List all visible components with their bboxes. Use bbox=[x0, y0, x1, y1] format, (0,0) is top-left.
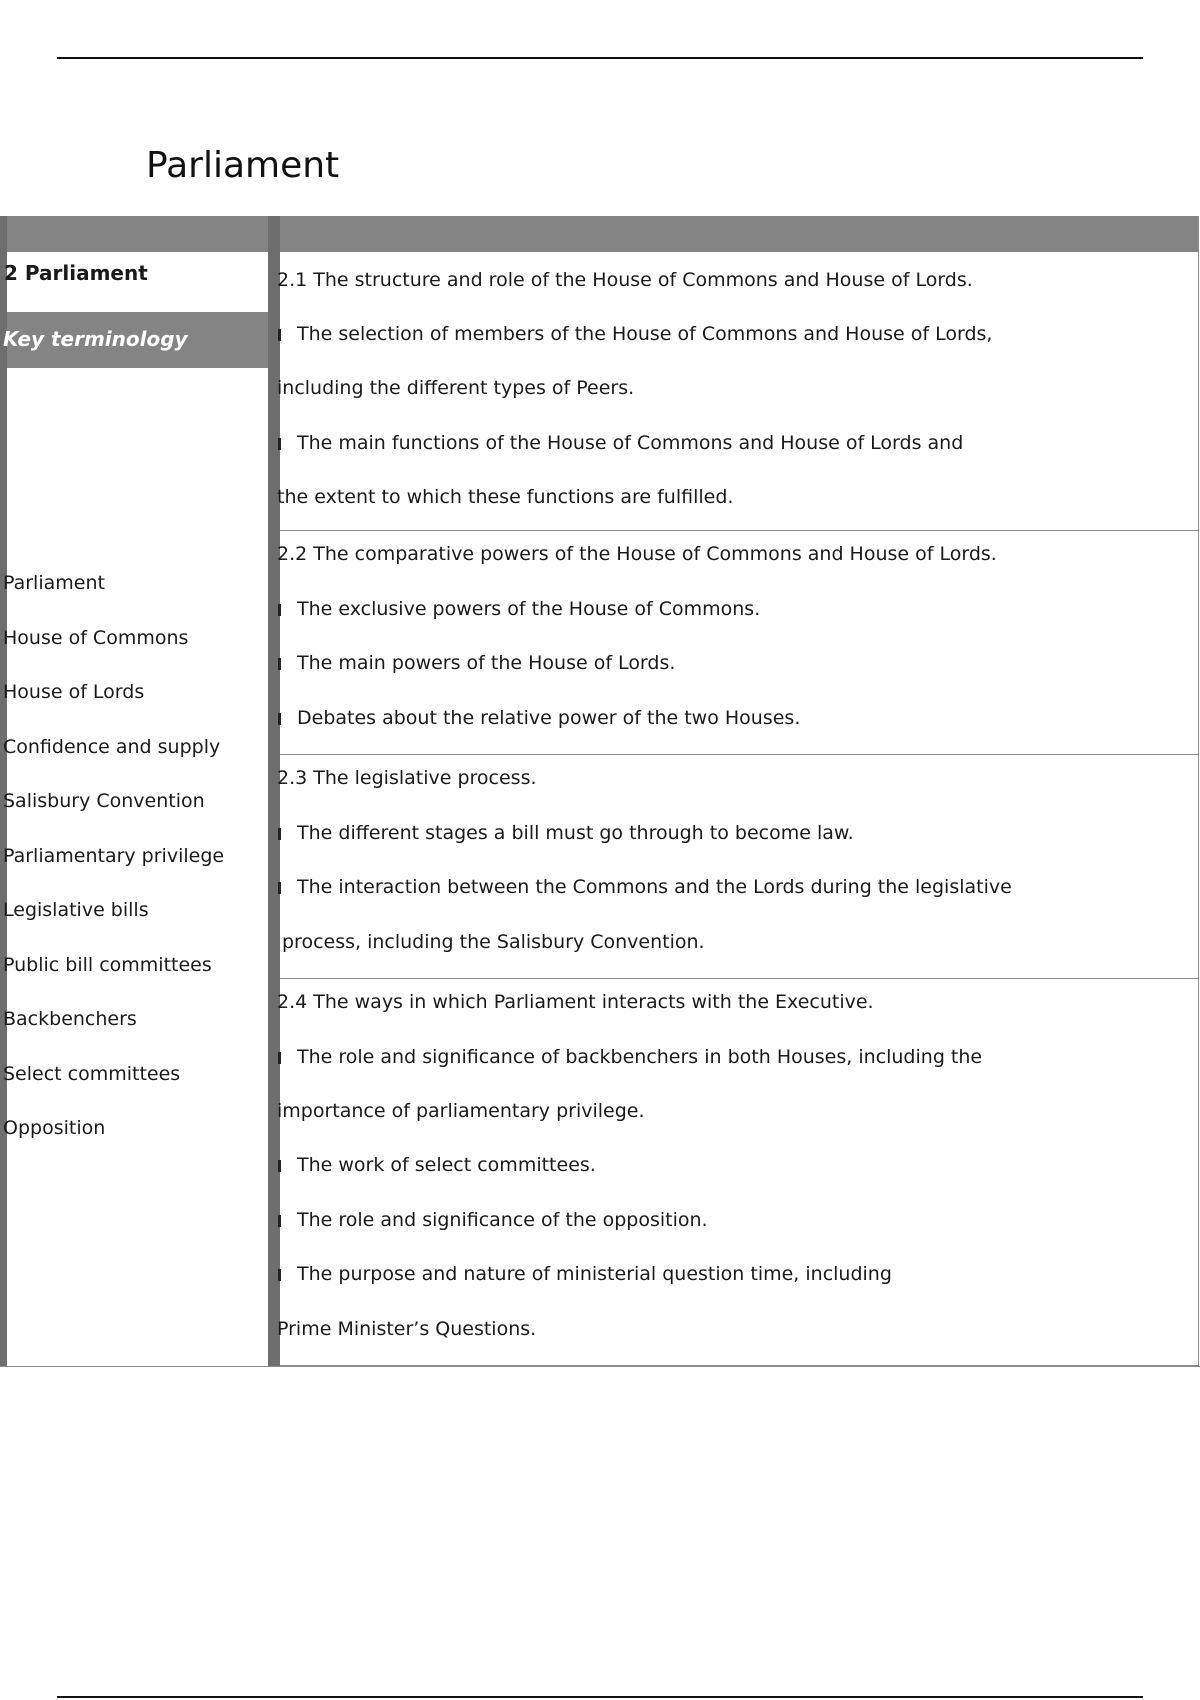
key-terminology-band bbox=[3, 312, 268, 368]
bullet-icon bbox=[278, 882, 281, 894]
bullet-icon bbox=[278, 1052, 281, 1064]
bullet-line: The role and significance of the opposition. bbox=[278, 1209, 708, 1231]
bullet-icon bbox=[278, 438, 281, 450]
bullet-line: Debates about the relative power of the two Houses. bbox=[278, 707, 800, 729]
section-heading-2-1: 2.1 The structure and role of the House of Commons and House of Lords. bbox=[277, 269, 973, 291]
term-item: Backbenchers bbox=[3, 1008, 137, 1030]
bullet-icon bbox=[278, 1160, 281, 1172]
bullet-line: The role and significance of backbenchers in both Houses, including the bbox=[278, 1046, 982, 1068]
section-block-2-2 bbox=[277, 531, 1198, 755]
bullet-line: The exclusive powers of the House of Commons. bbox=[278, 598, 760, 620]
term-item: Legislative bills bbox=[3, 899, 149, 921]
term-item: Salisbury Convention bbox=[3, 790, 205, 812]
bullet-icon bbox=[278, 1215, 281, 1227]
term-item: Select committees bbox=[3, 1062, 181, 1085]
footer-rule bbox=[57, 1696, 1143, 1698]
header-rule bbox=[57, 57, 1143, 59]
right-column bbox=[277, 216, 1199, 1366]
continuation-line: Prime Minister’s Questions. bbox=[277, 1318, 537, 1340]
section-block-2-1 bbox=[277, 252, 1198, 531]
term-item: Confidence and supply bbox=[3, 735, 221, 758]
continuation-line: importance of parliamentary privilege. bbox=[277, 1100, 645, 1122]
term-item: Parliamentary privilege bbox=[3, 844, 225, 867]
term-item: Opposition bbox=[3, 1117, 106, 1139]
bullet-icon bbox=[278, 658, 281, 670]
left-header-band bbox=[7, 216, 268, 252]
bullet-line: The different stages a bill must go through to become law. bbox=[278, 822, 854, 844]
section-heading-2-3: 2.3 The legislative process. bbox=[277, 767, 537, 789]
term-item: Public bill committees bbox=[3, 953, 212, 976]
section-heading-2-2: 2.2 The comparative powers of the House of Commons and House of Lords. bbox=[277, 543, 997, 565]
section-block-2-3 bbox=[277, 755, 1198, 979]
section-block-2-4 bbox=[277, 979, 1198, 1365]
bullet-line: The work of select committees. bbox=[278, 1154, 596, 1176]
bullet-line: The interaction between the Commons and the Lords during the legislative bbox=[278, 876, 1012, 898]
page-title: Parliament bbox=[146, 145, 340, 186]
bullet-line: The main powers of the House of Lords. bbox=[278, 652, 675, 674]
key-terminology-label: Key terminology bbox=[3, 327, 188, 351]
term-item: House of Commons bbox=[3, 626, 189, 649]
bullet-icon bbox=[278, 329, 281, 341]
table-bottom-border bbox=[0, 1366, 1200, 1367]
continuation-line: including the different types of Peers. bbox=[277, 377, 635, 399]
bullet-line: The main functions of the House of Commons and House of Lords and bbox=[278, 432, 963, 454]
section-heading: 2 Parliament bbox=[4, 261, 148, 285]
bullet-line: The purpose and nature of ministerial question time, including bbox=[278, 1263, 892, 1285]
bullet-icon bbox=[278, 604, 281, 616]
right-header-band bbox=[280, 216, 1198, 252]
term-item: House of Lords bbox=[3, 681, 145, 703]
left-column bbox=[0, 216, 280, 1366]
section-heading-2-4: 2.4 The ways in which Parliament interacts with the Executive. bbox=[277, 991, 874, 1013]
bullet-icon bbox=[278, 713, 281, 725]
bullet-icon bbox=[278, 828, 281, 840]
bullet-line: The selection of members of the House of Commons and House of Lords, bbox=[278, 323, 992, 345]
term-list bbox=[3, 574, 224, 1174]
continuation-line: process, including the Salisbury Convention. bbox=[282, 931, 705, 953]
bullet-icon bbox=[278, 1269, 281, 1281]
spec-table bbox=[0, 216, 1200, 1366]
term-item: Parliament bbox=[3, 572, 105, 594]
continuation-line: the extent to which these functions are fulfilled. bbox=[277, 486, 734, 508]
